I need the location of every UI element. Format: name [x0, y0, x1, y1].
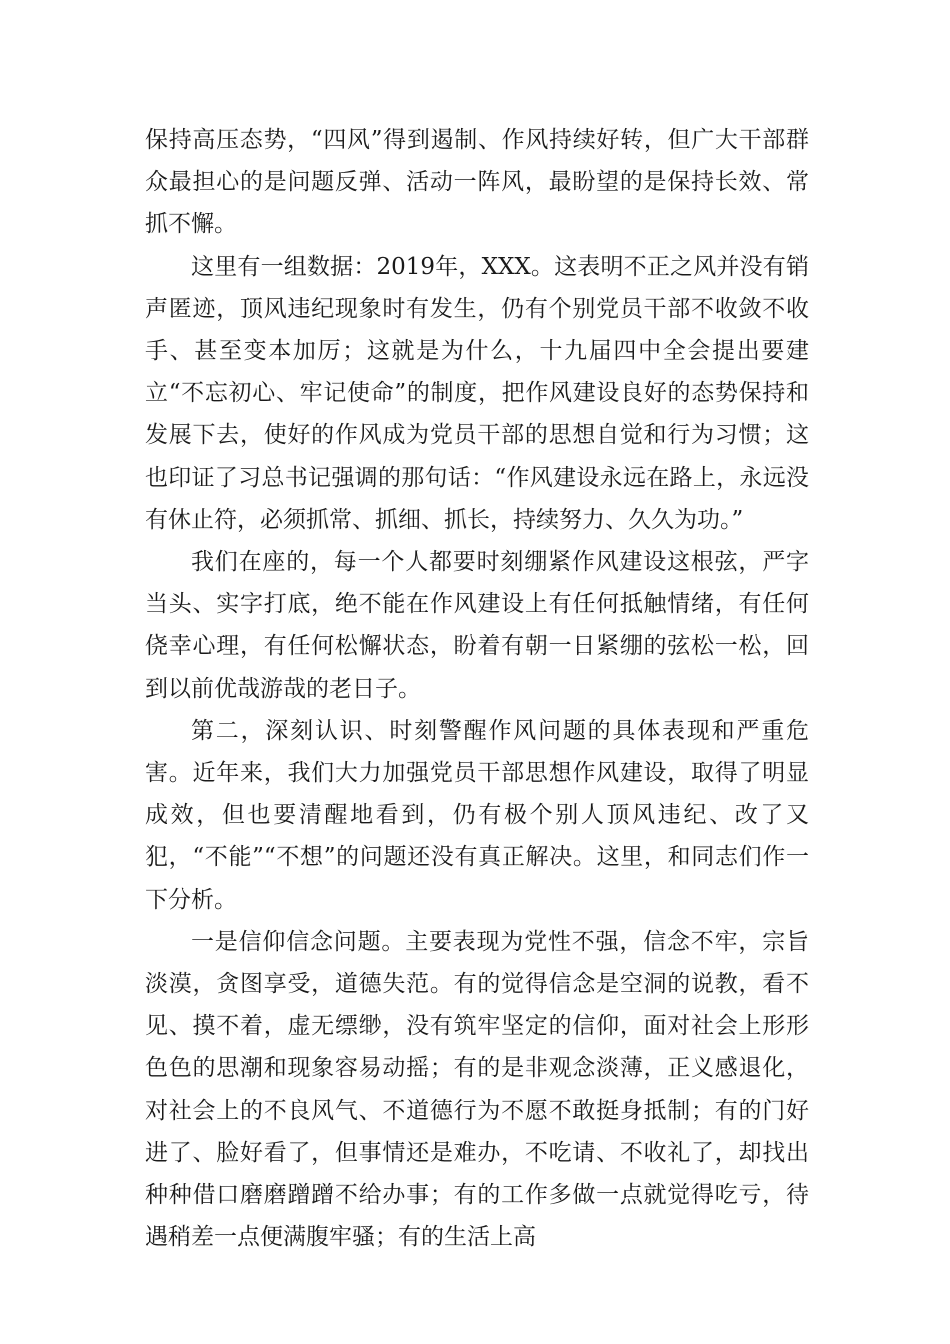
paragraph-belief-issue: 一是信仰信念问题。主要表现为党性不强，信念不牢，宗旨淡漠，贪图享受，道德失范。有的觉得信念是空洞的说教，看不见、摸不着，虚无缥缈，没有筑牢坚定的信仰，面对社会上形形色色的思潮和现象容易动摇；有的是非观念淡薄，正义感退化，对社会上的不良风气、不道德行为不愿不敢挺身抵制；有的门好进了、脸好看了，但事情还是难办，不吃请、不收礼了，却找出种种借口磨磨蹭蹭不给办事；有的工作多做一点就觉得吃亏，待遇稍差一点便满腹牢骚；有的生活上高 — [145, 928, 809, 1251]
paragraph-vigilance: 我们在座的，每一个人都要时刻绷紧作风建设这根弦，严字当头、实字打底，绝不能在作风建设上有任何抵触情绪，有任何侥幸心理，有任何松懈状态，盼着有朝一日紧绷的弦松一松，回到以前优哉游哉的老日子。 — [145, 549, 809, 702]
body-text — [145, 119, 809, 1258]
paragraph-second-point: 第二，深刻认识、时刻警醒作风问题的具体表现和严重危害。近年来，我们大力加强党员干部思想作风建设，取得了明显成效，但也要清醒地看到，仍有极个别人顶风违纪、改了又犯，“不能”“不想”的问题还没有真正解决。这里，和同志们作一下分析。 — [145, 717, 809, 913]
paragraph-data: 这里有一组数据：2019年，XXX。这表明不正之风并没有销声匿迹，顶风违纪现象时有发生，仍有个别党员干部不收敛不收手、甚至变本加厉；这就是为什么，十九届四中全会提出要建立“不忘初心、牢记使命”的制度，把作风建设良好的态势保持和发展下去，使好的作风成为党员干部的思想自觉和行为习惯；这也印证了习总书记强调的那句话：“作风建设永远在路上，永远没有休止符，必须抓常、抓细、抓长，持续努力、久久为功。” — [145, 253, 809, 533]
paragraph-continued: 保持高压态势，“四风”得到遏制、作风持续好转，但广大干部群众最担心的是问题反弹、活动一阵风，最盼望的是保持长效、常抓不懈。 — [145, 127, 809, 238]
